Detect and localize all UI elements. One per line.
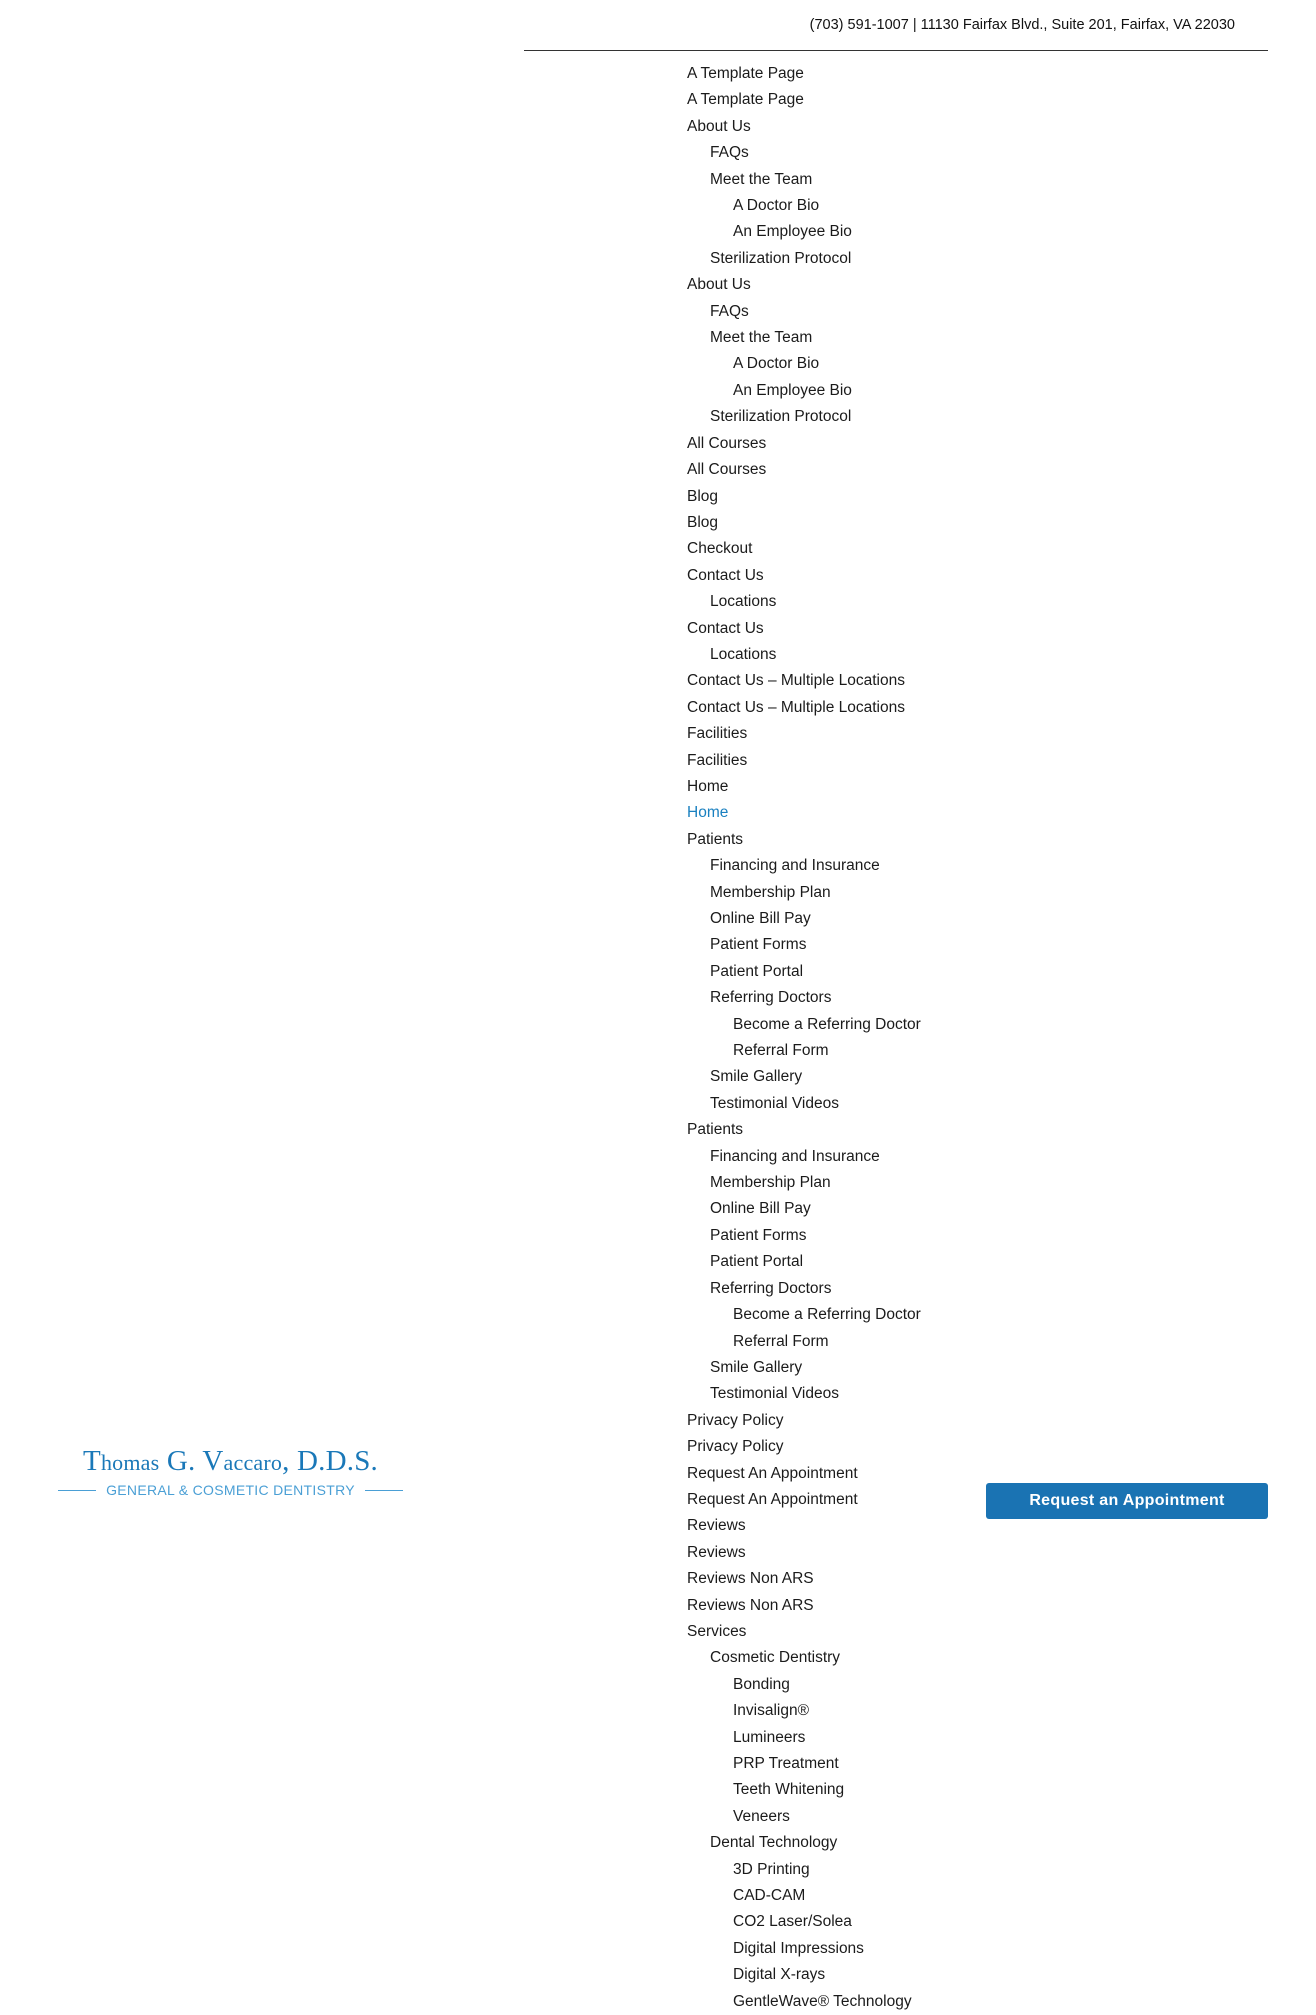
nav-menu-item[interactable]: Patients <box>687 830 744 848</box>
nav-menu-item[interactable]: Veneers <box>733 1807 790 1825</box>
nav-menu-item[interactable]: Privacy Policy <box>687 1411 784 1429</box>
nav-menu-item[interactable]: Patient Forms <box>710 1226 807 1244</box>
nav-menu-item[interactable]: Home <box>687 777 729 795</box>
logo-name-suffix: , D.D.S. <box>282 1445 378 1477</box>
nav-menu-item[interactable]: Blog <box>687 487 719 505</box>
nav-menu-item[interactable]: PRP Treatment <box>733 1755 839 1772</box>
nav-menu-item[interactable]: Referring Doctors <box>710 989 832 1007</box>
nav-menu-item[interactable]: Locations <box>710 593 777 611</box>
nav-menu-item[interactable]: Sterilization Protocol <box>710 249 852 267</box>
site-logo[interactable] <box>58 1444 403 1498</box>
nav-menu-item[interactable]: A Template Page <box>687 91 804 109</box>
nav-menu-item[interactable]: An Employee Bio <box>733 381 852 399</box>
logo-name <box>58 1444 403 1480</box>
nav-menu-item[interactable]: Patient Forms <box>710 936 807 954</box>
nav-menu-item[interactable]: Contact Us – Multiple Locations <box>687 698 905 716</box>
nav-menu-item[interactable]: Bonding <box>733 1675 790 1693</box>
nav-menu-item[interactable]: Patient Portal <box>710 962 804 980</box>
nav-menu-item[interactable]: Referral Form <box>733 1332 829 1350</box>
nav-menu-item[interactable]: Digital Impressions <box>733 1939 864 1957</box>
nav-menu-item[interactable]: Testimonial Videos <box>710 1094 839 1112</box>
nav-menu-item[interactable]: Patients <box>687 1121 744 1139</box>
nav-menu-item[interactable]: Teeth Whitening <box>733 1781 845 1799</box>
request-appointment-button[interactable]: Request an Appointment <box>986 1483 1268 1519</box>
nav-menu-item[interactable]: Meet the Team <box>710 329 813 347</box>
nav-menu-item[interactable]: Contact Us <box>687 619 764 637</box>
nav-menu-item[interactable]: Invisalign® <box>733 1702 810 1720</box>
nav-menu-item[interactable]: Facilities <box>687 751 748 769</box>
nav-menu-item[interactable]: A Doctor Bio <box>733 197 820 215</box>
nav-menu-item[interactable]: Request An Appointment <box>687 1464 858 1482</box>
nav-menu-item[interactable]: Referring Doctors <box>710 1279 832 1297</box>
nav-menu-item[interactable]: Online Bill Pay <box>710 910 811 927</box>
nav-menu-item[interactable]: Reviews Non ARS <box>687 1596 814 1614</box>
logo-name-smallcaps: accaro <box>223 1450 283 1475</box>
nav-menu-item[interactable]: All Courses <box>687 434 767 452</box>
nav-menu-item[interactable]: CO2 Laser/Solea <box>733 1913 852 1931</box>
nav-menu-item[interactable]: Reviews <box>687 1543 746 1561</box>
nav-menu-item[interactable]: Financing and Insurance <box>710 1147 880 1165</box>
header-contact-info: (703) 591-1007 | 11130 Fairfax Blvd., Suite 201, Fairfax, VA 22030 <box>809 17 1235 33</box>
nav-menu-item[interactable]: Request An Appointment <box>687 1490 858 1508</box>
nav-menu-item[interactable]: Become a Referring Doctor <box>733 1015 921 1033</box>
nav-menu-item[interactable]: Smile Gallery <box>710 1068 803 1086</box>
main-nav-menu <box>687 61 921 2015</box>
nav-menu-item[interactable]: Facilities <box>687 725 748 743</box>
nav-menu-item[interactable]: Lumineers <box>733 1728 806 1746</box>
nav-menu-item[interactable]: Home <box>687 804 729 822</box>
nav-menu-item[interactable]: Online Bill Pay <box>710 1200 811 1218</box>
nav-menu-item[interactable]: Testimonial Videos <box>710 1385 839 1403</box>
nav-menu-item[interactable]: A Doctor Bio <box>733 355 820 373</box>
header-divider <box>524 50 1268 51</box>
nav-menu-item[interactable]: Contact Us – Multiple Locations <box>687 672 905 690</box>
nav-menu-item[interactable]: Membership Plan <box>710 1174 831 1192</box>
nav-menu-item[interactable]: Cosmetic Dentistry <box>710 1649 841 1667</box>
nav-menu-item[interactable]: Reviews Non ARS <box>687 1570 814 1588</box>
nav-menu-item[interactable]: Membership Plan <box>710 883 831 901</box>
nav-menu-item[interactable]: Meet the Team <box>710 170 813 188</box>
nav-menu-item[interactable]: Financing and Insurance <box>710 857 880 875</box>
nav-menu-item[interactable]: About Us <box>687 117 751 135</box>
logo-tagline <box>58 1482 403 1498</box>
logo-name-middle: G. V <box>159 1445 224 1477</box>
logo-name-smallcaps: homas <box>100 1450 160 1475</box>
nav-menu-item[interactable]: Blog <box>687 513 719 531</box>
nav-menu-item[interactable]: FAQs <box>710 302 749 320</box>
nav-menu-item[interactable]: 3D Printing <box>733 1860 810 1878</box>
nav-menu-item[interactable]: Contact Us <box>687 566 764 584</box>
nav-menu-item[interactable]: Sterilization Protocol <box>710 408 852 426</box>
logo-tagline-text: GENERAL & COSMETIC DENTISTRY <box>106 1482 355 1498</box>
nav-menu-item[interactable]: Become a Referring Doctor <box>733 1306 921 1324</box>
nav-menu-item[interactable]: Services <box>687 1622 747 1640</box>
nav-menu-item[interactable]: A Template Page <box>687 65 804 82</box>
nav-menu-item[interactable]: All Courses <box>687 461 767 479</box>
nav-menu-item[interactable]: An Employee Bio <box>733 223 852 241</box>
logo-name-initial: T <box>83 1445 101 1477</box>
nav-menu-item[interactable]: Dental Technology <box>710 1834 838 1852</box>
nav-menu-item[interactable]: FAQs <box>710 144 749 162</box>
logo-rule-left <box>58 1490 96 1491</box>
nav-menu-item[interactable]: About Us <box>687 276 751 294</box>
logo-rule-right <box>365 1490 403 1491</box>
nav-menu-item[interactable]: CAD-CAM <box>733 1887 806 1905</box>
nav-menu-item[interactable]: GentleWave® Technology <box>733 1992 912 2010</box>
nav-menu-item[interactable]: Locations <box>710 645 777 663</box>
nav-menu-item[interactable]: Privacy Policy <box>687 1438 784 1456</box>
nav-menu-item[interactable]: Smile Gallery <box>710 1358 803 1376</box>
nav-menu-item[interactable]: Referral Form <box>733 1042 829 1060</box>
nav-menu-item[interactable]: Digital X-rays <box>733 1966 826 1984</box>
nav-menu-item[interactable]: Reviews <box>687 1517 746 1535</box>
nav-menu-item[interactable]: Patient Portal <box>710 1253 804 1271</box>
nav-menu-item[interactable]: Checkout <box>687 540 753 558</box>
